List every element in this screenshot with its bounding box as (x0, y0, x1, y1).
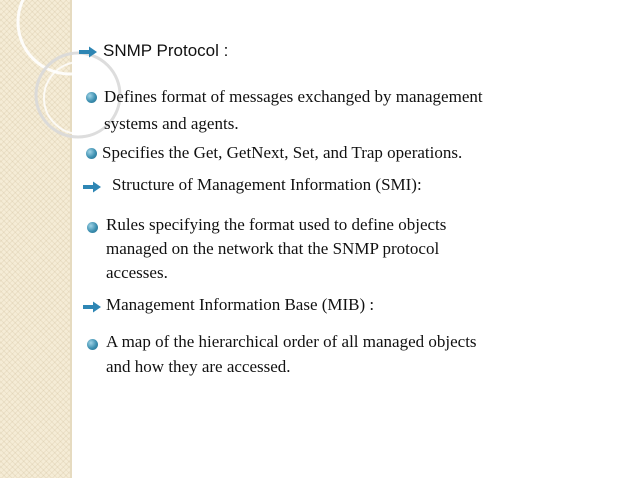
round-bullet-icon (87, 222, 98, 233)
round-bullet-icon (86, 148, 97, 159)
round-bullet-icon (86, 92, 97, 103)
item-line: managed on the network that the SNMP protocol (106, 239, 440, 258)
round-bullet-icon (87, 339, 98, 350)
heading-mib: Management Information Base (MIB) : (106, 295, 375, 314)
item-line: A map of the hierarchical order of all managed objects (106, 332, 477, 351)
arrow-right-icon (82, 180, 102, 194)
arrow-right-icon (78, 45, 98, 59)
arrow-right-icon (82, 300, 102, 314)
item-line: accesses. (106, 263, 168, 282)
item-line: Defines format of messages exchanged by management (104, 87, 483, 106)
item-line: Rules specifying the format used to define objects (106, 215, 447, 234)
item-line: systems and agents. (104, 114, 239, 133)
heading-smi: Structure of Management Information (SMI): (112, 175, 422, 194)
heading-snmp-protocol: SNMP Protocol : (103, 41, 229, 60)
item-line: Specifies the Get, GetNext, Set, and Trap operations. (102, 143, 463, 162)
item-line: and how they are accessed. (106, 357, 291, 376)
